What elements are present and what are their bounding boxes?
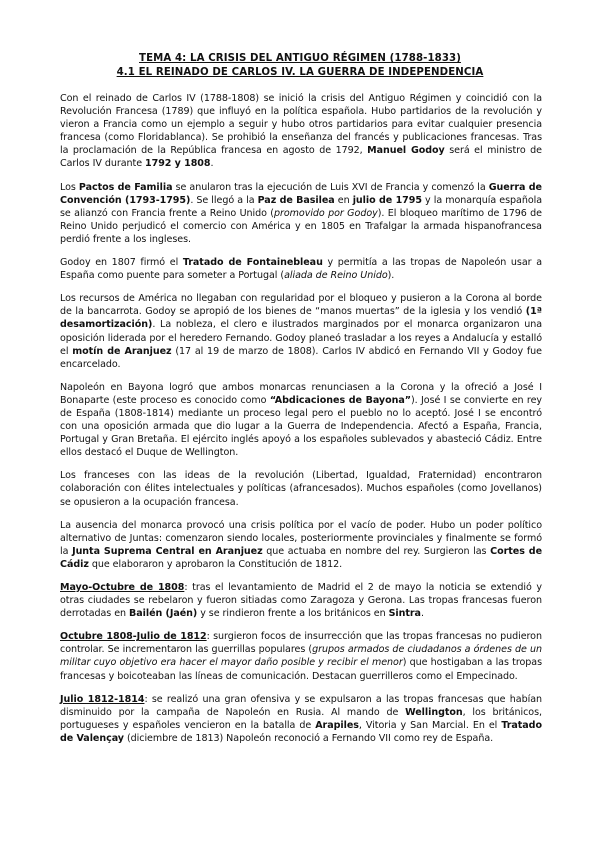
bold-term: Pactos de Familia xyxy=(78,181,173,193)
text-run: que actuaba en nombre del rey. Surgieron las xyxy=(262,545,491,557)
text-run: , Vitoria y San Marcial. En el xyxy=(358,719,502,731)
bold-term: Junta Suprema Central en Aranjuez xyxy=(72,545,263,557)
bold-term: Wellington xyxy=(405,706,463,718)
paragraph-2 xyxy=(60,181,542,246)
paragraph-7 xyxy=(60,519,542,571)
bold-term: “Abdicaciones de Bayona” xyxy=(269,394,411,406)
bold-term: 1792 y 1808 xyxy=(145,158,211,170)
bold-term: motín de Aranjuez xyxy=(72,345,172,357)
text-run: ) que hostigaban a las tropas francesas y boicoteaban las líneas de comunicación. Destacan guerrilleros como el Empecinado. xyxy=(60,657,543,682)
text-run: será el ministro de Carlos IV durante xyxy=(60,145,542,170)
text-run: que elaboraron y aprobaron la Constitución de 1812. xyxy=(88,558,343,570)
text-run: ). José I se convierte en rey de España (1808-1814) mediante un proceso legal pero el pueblo no lo aceptó. José I se encontró con una oposición armada que dio lugar a la Guerra de Independencia. Afectó a España, Francia, Portugal y Gran Bretaña. El ejército inglés apoyó a los españoles sublevados y abasteció Cádiz. Entre ellos destacó el Duque de Wellington. xyxy=(60,394,542,459)
text-run: Godoy en 1807 firmó el xyxy=(60,257,183,269)
text-run: Napoleón en Bayona logró que ambos monarcas renunciasen a la Corona y la ofreció a José I Bonaparte (este proceso es conocido como xyxy=(60,381,542,406)
text-run: Los recursos de América no llegaban con regularidad por el bloqueo y pusieron a la Corona al borde de la bancarrota. Godoy se apropió de los bienes de “manos muertas” de la iglesia y los vendió xyxy=(60,293,542,318)
paragraph-5 xyxy=(60,381,542,460)
bold-term: Cortes de Cádiz xyxy=(60,545,542,570)
italic-note: grupos armados de ciudadanos a órdenes de un militar cuyo objetivo era hacer el mayor daño posible y recibir el menor xyxy=(60,644,542,669)
paragraph-6 xyxy=(60,469,542,508)
bold-term: Arapiles xyxy=(315,719,359,731)
text-run: Los franceses con las ideas de la revolución (Libertad, Igualdad, Fraternidad) encontraron colaboración con élites intelectuales y políticas (afrancesados). Muchos españoles (como Jovellanos) se opusieron a la ocupación francesa. xyxy=(60,470,542,508)
bold-term: Tratado de Valençay xyxy=(60,719,542,744)
bold-term: Guerra de Convención (1793-1795) xyxy=(60,181,542,206)
paragraph-10 xyxy=(60,693,542,745)
text-run: se anularon tras la ejecución de Luis XVI de Francia y comenzó la xyxy=(172,181,489,193)
text-run: y se rindieron frente a los británicos en xyxy=(197,608,389,620)
bold-term: Sintra xyxy=(388,608,421,620)
text-run: . xyxy=(210,158,214,170)
paragraph-8 xyxy=(60,581,542,620)
bold-term: Bailén (Jaén) xyxy=(129,608,198,620)
text-run: ). El bloqueo marítimo de 1796 de Reino Unido perjudicó el comercio con América y en 1805 en Trafalgar la armada hispanofrancesa perdió frente a los ingleses. xyxy=(60,207,543,245)
text-run: en xyxy=(334,194,353,206)
text-run: (diciembre de 1813) Napoleón reconoció a Fernando VII como rey de España. xyxy=(123,732,494,744)
period-heading: Julio 1812-1814 xyxy=(60,693,145,705)
text-run: : se realizó una gran ofensiva y se expulsaron a las tropas francesas que habían disminuido por la campaña de Napoleón en Rusia. Al mando de xyxy=(60,693,542,718)
italic-note: aliada de Reino Unido xyxy=(284,270,388,282)
period-heading: Mayo-Octubre de 1808 xyxy=(60,582,185,593)
bold-term: (1ª desamortización) xyxy=(60,306,542,331)
bold-term: Tratado de Fontainebleau xyxy=(182,257,323,269)
text-run: La ausencia del monarca provocó una crisis política por el vacío de poder. Hubo un poder político alternativo de Juntas: comenzaron siendo locales, posteriormente provinciales y finalmente se formó la xyxy=(60,519,542,557)
period-heading: Octubre 1808-Julio de 1812 xyxy=(60,631,207,643)
paragraph-9 xyxy=(60,630,542,682)
text-run: : surgieron focos de insurrección que las tropas francesas no pudieron controlar. Se incrementaron las guerrillas populares ( xyxy=(60,631,542,656)
text-run: . xyxy=(420,608,424,620)
text-run: . La nobleza, el clero e ilustrados marginados por el monarca organizaron una oposición liderada por el heredero Fernando. Godoy planeó trasladar a los reyes a Andalucía y estalló el xyxy=(60,319,542,357)
text-run: y permitía a las tropas de Napoleón usar a España como puente para someter a Portugal ( xyxy=(60,257,542,282)
bold-term: Manuel Godoy xyxy=(367,145,445,157)
bold-term: julio de 1795 xyxy=(352,194,422,206)
document-body xyxy=(60,92,542,755)
section-title: 4.1 EL REINADO DE CARLOS IV. LA GUERRA DE INDEPENDENCIA xyxy=(116,67,484,78)
text-run: . Se llegó a la xyxy=(190,194,258,206)
italic-note: promovido por Godoy xyxy=(274,207,378,219)
paragraph-4 xyxy=(60,292,542,371)
title-block xyxy=(0,52,600,80)
paragraph-1 xyxy=(60,92,542,171)
text-run: y la monarquía española se alianzó con Francia frente a Reino Unido ( xyxy=(60,194,543,219)
bold-term: Paz de Basilea xyxy=(257,194,335,206)
page-title: TEMA 4: LA CRISIS DEL ANTIGUO RÉGIMEN (1788-1833) xyxy=(139,53,461,64)
text-run: Los xyxy=(60,181,79,193)
paragraph-3 xyxy=(60,256,542,282)
text-run: Con el reinado de Carlos IV (1788-1808) se inició la crisis del Antiguo Régimen y coincidió con la Revolución Francesa (1789) que influyó en la política española. Hubo partidarios de la revolución y vieron a Francia como un ejemplo a seguir y hubo otros partidarios para evitar cualquier presencia francesa (como Floridablanca). Se prohibió la enseñanza del francés y publicaciones francesas. Tras la proclamación de la República francesa en agosto de 1792, xyxy=(60,93,542,157)
text-run: (17 al 19 de marzo de 1808). Carlos IV abdicó en Fernando VII y Godoy fue encarcelado. xyxy=(60,345,542,370)
text-run: ). xyxy=(387,270,395,282)
text-run: , los británicos, portugueses y españoles vencieron en la batalla de xyxy=(60,706,542,731)
text-run: : tras el levantamiento de Madrid el 2 de mayo la noticia se extendió y otras ciudades se rebelaron y fueron sitiadas como Zaragoza y Gerona. Las tropas francesas fueron derrotadas en xyxy=(60,582,542,620)
